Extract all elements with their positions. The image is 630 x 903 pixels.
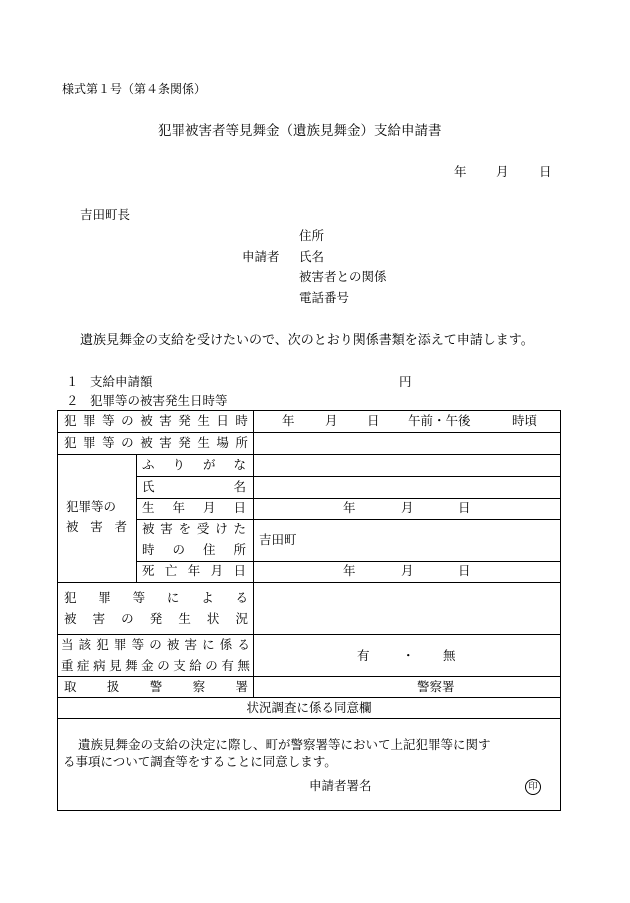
label-police: 取 扱 警 察 署 bbox=[64, 679, 248, 694]
date-month: 月 bbox=[496, 164, 509, 179]
label-situation-2: 被 害 の 発 生 状 況 bbox=[64, 611, 248, 626]
item1-label: 支給申請額 bbox=[90, 374, 153, 389]
label-victim-name: 氏 名 bbox=[142, 479, 246, 494]
addressee: 吉田町長 bbox=[80, 207, 131, 222]
signature-label: 申請者署名 bbox=[309, 778, 372, 793]
label-furigana: ふ り が な bbox=[142, 457, 246, 472]
item1-unit: 円 bbox=[399, 374, 412, 389]
birth-day: 日 bbox=[458, 500, 471, 515]
label-death-date: 死 亡 年 月 日 bbox=[142, 563, 246, 578]
item2-number: ２ bbox=[66, 393, 79, 408]
date-day: 日 bbox=[539, 164, 552, 179]
death-day: 日 bbox=[458, 563, 471, 578]
label-situation-1: 犯 罪 等 に よ る bbox=[64, 590, 248, 605]
birth-month: 月 bbox=[401, 500, 414, 515]
severe-separator: ・ bbox=[402, 648, 415, 663]
severe-no: 無 bbox=[443, 648, 456, 663]
applicant-name-label: 氏名 bbox=[299, 249, 325, 264]
occur-ampm: 午前・午後 bbox=[408, 413, 471, 428]
address-at-value: 吉田町 bbox=[259, 532, 297, 547]
date-year: 年 bbox=[454, 164, 467, 179]
label-victim-group-2: 被 害 者 bbox=[66, 519, 127, 534]
applicant-relation-label: 被害者との関係 bbox=[299, 269, 387, 284]
item2-label: 犯罪等の被害発生日時等 bbox=[90, 393, 228, 408]
death-month: 月 bbox=[401, 563, 414, 578]
severe-yes: 有 bbox=[357, 648, 370, 663]
label-address-at-2: 時 の 住 所 bbox=[142, 542, 246, 557]
label-address-at-1: 被 害 を 受 け た bbox=[142, 521, 246, 536]
consent-text-line-1: 遺族見舞金の支給の決定に際し、町が警察署等において上記犯罪等に関す bbox=[78, 737, 491, 752]
label-severe-1: 当 該 犯 罪 等 の 被 害 に 係 る bbox=[61, 637, 250, 652]
seal-mark: 印 bbox=[525, 779, 541, 795]
birth-year: 年 bbox=[343, 500, 356, 515]
form-number: 様式第１号（第４条関係） bbox=[62, 82, 207, 96]
consent-header: 状況調査に係る同意欄 bbox=[246, 700, 372, 715]
form-title: 犯罪被害者等見舞金（遺族見舞金）支給申請書 bbox=[158, 123, 442, 139]
label-occur-datetime: 犯 罪 等 の 被 害 発 生 日 時 bbox=[64, 413, 248, 428]
death-year: 年 bbox=[343, 563, 356, 578]
occur-hour: 時頃 bbox=[512, 413, 538, 428]
application-form-table bbox=[57, 410, 561, 811]
label-severe-2: 重 症 病 見 舞 金 の 支 給 の 有 無 bbox=[61, 658, 250, 673]
label-victim-group-1: 犯罪等の bbox=[66, 499, 117, 514]
occur-month: 月 bbox=[325, 413, 338, 428]
applicant-address-label: 住所 bbox=[299, 228, 325, 243]
applicant-label: 申請者 bbox=[242, 249, 280, 264]
occur-year: 年 bbox=[282, 413, 295, 428]
applicant-phone-label: 電話番号 bbox=[299, 290, 350, 305]
item1-number: １ bbox=[66, 374, 79, 389]
intro-text: 遺族見舞金の支給を受けたいので、次のとおり関係書類を添えて申請します。 bbox=[80, 333, 534, 348]
occur-day: 日 bbox=[367, 413, 380, 428]
police-value: 警察署 bbox=[417, 679, 455, 694]
label-occur-place: 犯 罪 等 の 被 害 発 生 場 所 bbox=[64, 435, 248, 450]
label-birth-date: 生 年 月 日 bbox=[142, 500, 246, 515]
consent-text-line-2: る事項について調査等をすることに同意します。 bbox=[63, 754, 337, 769]
